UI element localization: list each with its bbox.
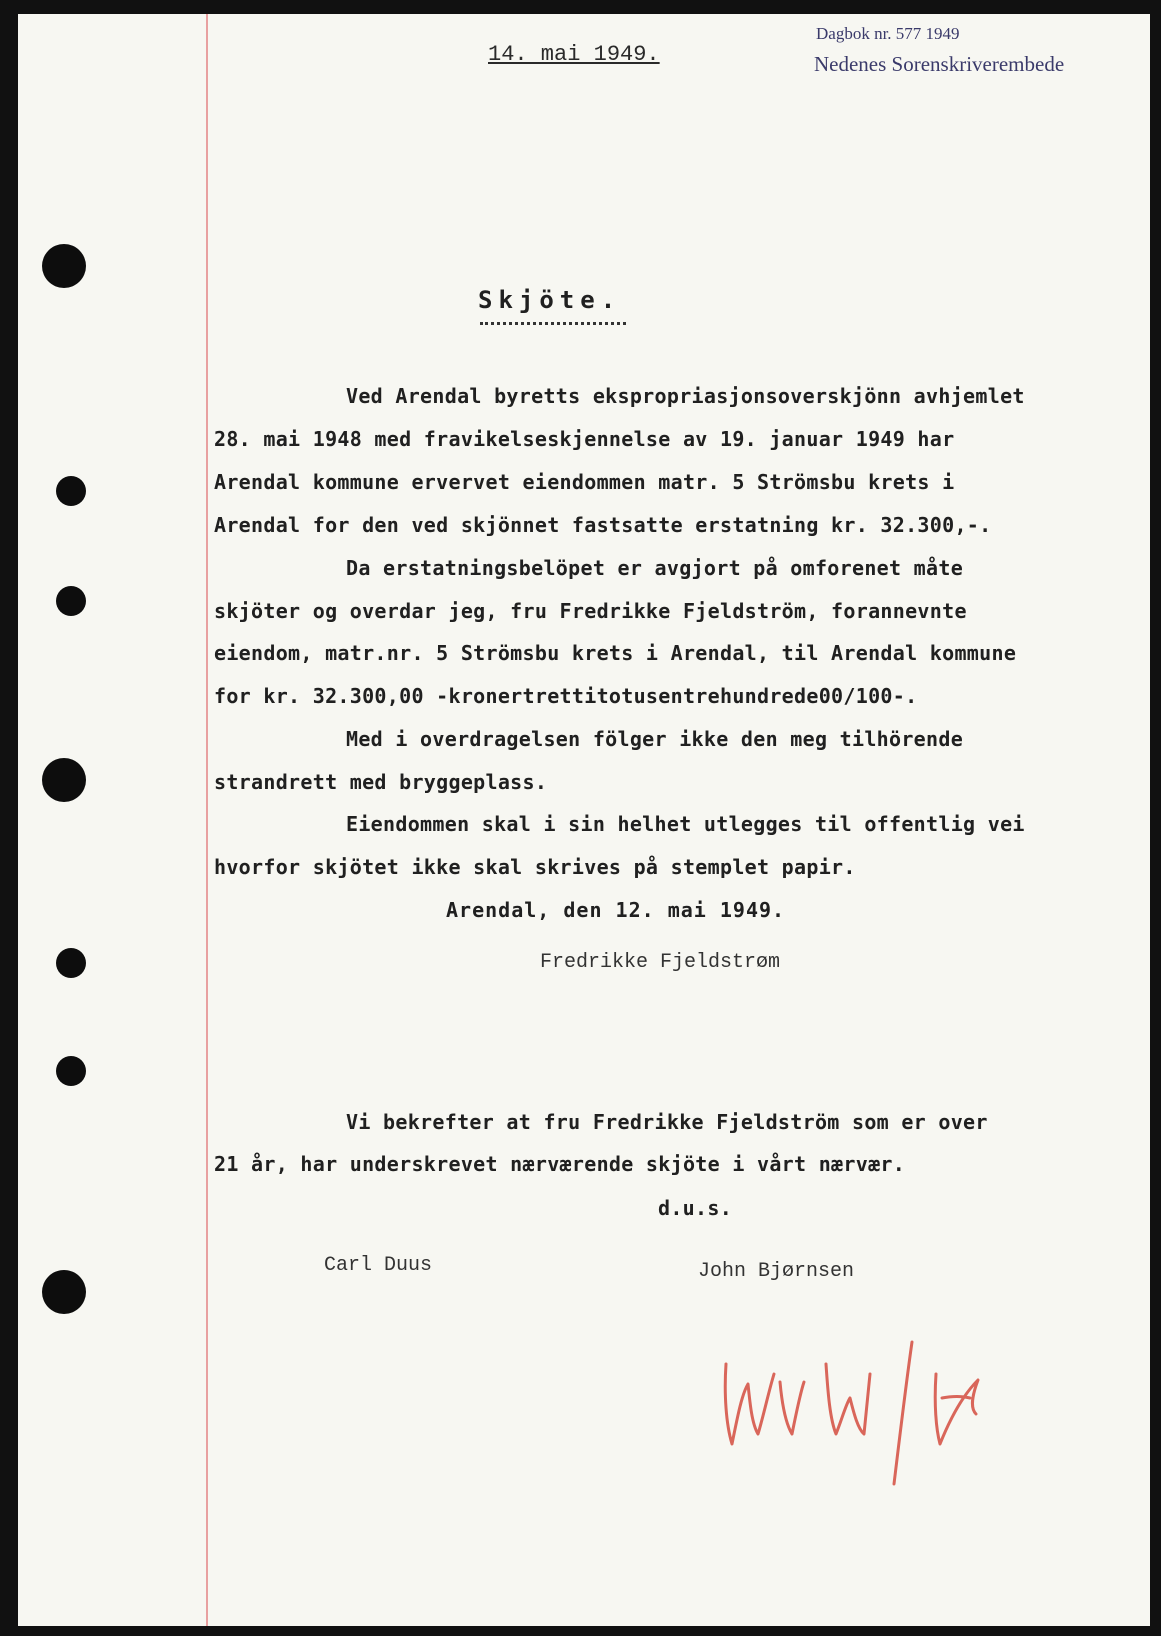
document-date: 14. mai 1949. [488,42,660,67]
punch-hole [42,758,86,802]
body-line: Da erstatningsbelöpet er avgjort på omforenet måte [346,556,964,580]
body-line: eiendom, matr.nr. 5 Strömsbu krets i Arendal, til Arendal kommune [214,641,1017,665]
body-line: Arendal kommune ervervet eiendommen matr. 5 Strömsbu krets i [214,470,955,494]
punch-hole [56,948,86,978]
body-line: strandrett med bryggeplass. [214,770,548,794]
body-line: Med i overdragelsen fölger ikke den meg tilhörende [346,727,964,751]
punch-hole [56,476,86,506]
witness-name-2: John Bjørnsen [698,1260,855,1283]
place-date-line: Arendal, den 12. mai 1949. [446,898,786,922]
title-underline [480,322,626,325]
body-line: Ved Arendal byretts ekspropriasjonsoverskjönn avhjemlet [346,384,1025,408]
witness-name-1: Carl Duus [324,1254,433,1277]
body-line: for kr. 32.300,00 -kronertrettitotusentrehundrede00/100-. [214,684,918,708]
registry-stamp-number: Dagbok nr. 577 1949 [816,24,960,43]
witness-line: Vi bekrefter at fru Fredrikke Fjeldström som er over [346,1110,988,1134]
witness-line: 21 år, har underskrevet nærværende skjöte i vårt nærvær. [214,1152,906,1176]
body-line: Arendal for den ved skjönnet fastsatte erstatning kr. 32.300,-. [214,513,992,537]
margin-rule [206,14,208,1626]
document-title: Skjöte. [478,286,622,314]
witness-closing: d.u.s. [658,1196,733,1220]
body-line: hvorfor skjötet ikke skal skrives på stemplet papir. [214,855,856,879]
typed-signature: Fredrikke Fjeldstrøm [540,951,781,974]
body-line: 28. mai 1948 med fravikelseskjennelse av 19. januar 1949 har [214,427,955,451]
body-line: Eiendommen skal i sin helhet utlegges til offentlig vei [346,812,1025,836]
punch-hole [56,1056,86,1086]
body-line: skjöter og overdar jeg, fru Fredrikke Fjeldström, forannevnte [214,599,967,623]
punch-hole [42,244,86,288]
punch-hole [56,586,86,616]
punch-hole [42,1270,86,1314]
handwritten-initials [708,1334,1008,1494]
registry-stamp-office: Nedenes Sorenskriverembede [814,52,1065,76]
document-page [18,14,1150,1626]
